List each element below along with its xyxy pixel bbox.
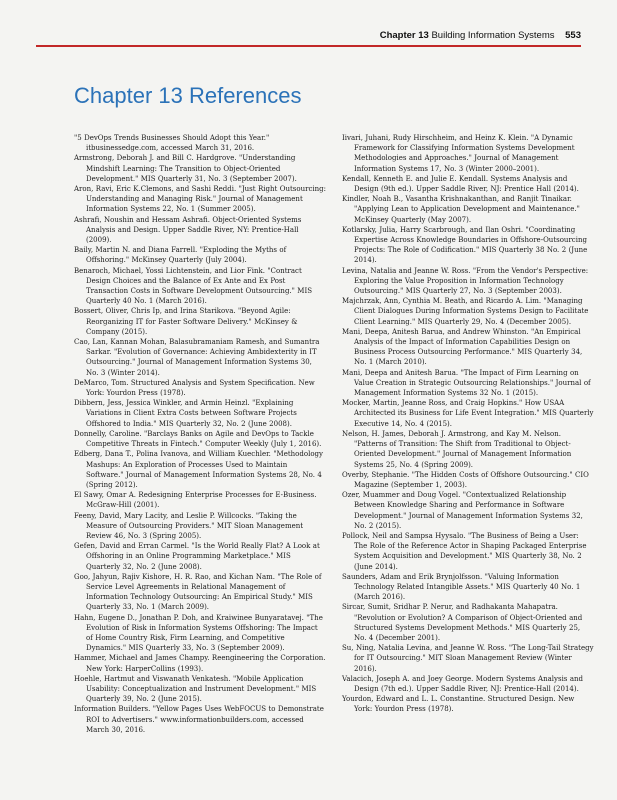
page-title: Chapter 13 References — [74, 83, 302, 108]
running-head-text — [380, 30, 581, 41]
reference-entry: Overby, Stephanie. "The Hidden Costs of Offshore Outsourcing." CIO Magazine (September 1, 2003). — [342, 470, 589, 489]
reference-entry: Aron, Ravi, Eric K.Clemons, and Sashi Reddi. "Just Right Outsourcing: Understanding and Managing Risk." Journal of Management Information Systems 22, No. 1 (Summer 2005). — [74, 185, 326, 214]
reference-entry: Yourdon, Edward and L. L. Constantine. Structured Design. New York: Yourdon Press (1978). — [342, 695, 575, 714]
reference-entry: Mani, Deepa and Anitesh Barua. "The Impact of Firm Learning on Value Creation in Strategic Outsourcing Relationships." Journal of Management Information Systems 32 No. 1 (2015). — [342, 368, 591, 398]
reference-entry: Mocker, Martin, Jeanne Ross, and Craig Hopkins." How USAA Architected its Business for Life Event Integration." MIS Quarterly Executive 14, No. 4 (2015). — [342, 399, 594, 428]
running-head-chapter: Chapter 13 — [379, 30, 429, 41]
reference-entry: Sircar, Sumit, Sridhar P. Nerur, and Radhakanta Mahapatra. "Revolution or Evolution? A Comparison of Object-Oriented and Structured Systems Development Methods." MIS Quarterly 25, No. 4 (December 2001). — [342, 603, 583, 642]
reference-entry: Ozer, Muammer and Doug Vogel. "Contextualized Relationship Between Knowledge Sharing and Performance in Software Development." Journal of Management Information Systems 32, No. 2 (2015). — [342, 491, 583, 530]
reference-entry: Pollock, Neil and Sampsa Hyysalo. "The Business of Being a User: The Role of the Reference Actor in Shaping Packaged Enterprise System Acquisition and Development." MIS Quarterly 38, No. 2 (June 2014). — [342, 531, 587, 571]
reference-entry: Majchrzak, Ann, Cynthia M. Beath, and Ricardo A. Lim. "Managing Client Dialogues During Information Systems Design to Facilitate Client Learning." MIS Quarterly 29, No. 4 (December 2005). — [342, 297, 589, 326]
reference-entry: Valacich, Joseph A. and Joey George. Modern Systems Analysis and Design (7th ed.). Upper Saddle River, NJ: Prentice-Hall (2014). — [342, 674, 583, 693]
page-number: 553 — [565, 30, 581, 41]
references-column-left — [74, 133, 326, 735]
reference-entry: Su, Ning, Natalia Levina, and Jeanne W. Ross. "The Long-Tail Strategy for IT Outsourcing." MIT Sloan Management Review (Winter 2016). — [342, 644, 594, 673]
reference-entry: Baily, Martin N. and Diana Farrell. "Exploding the Myths of Offshoring." McKinsey Quarterly (July 2004). — [74, 246, 287, 265]
reference-entry: Nelson, H. James, Deborah J. Armstrong, and Kay M. Nelson. "Patterns of Transition: The Shift from Traditional to Object-Oriented Development." Journal of Management Information Systems 25, No. 4 (Spring 2009). — [342, 429, 572, 469]
running-head — [0, 0, 617, 46]
reference-entry: Hoehle, Hartmut and Viswanath Venkatesh. "Mobile Application Usability: Conceptualization and Instrument Development." MIS Quarterly 39, No. 2 (June 2015). — [74, 674, 317, 704]
reference-entry: Armstrong, Deborah J. and Bill C. Hardgrove. "Understanding Mindshift Learning: The Transition to Object-Oriented Development." MIS Quarterly 31, No. 3 (September 2007). — [74, 154, 297, 183]
reference-entry: Donnelly, Caroline. "Barclays Banks on Agile and DevOps to Tackle Competitive Threats in Fintech." Computer Weekly (July 1, 2016). — [74, 429, 322, 449]
reference-entry: Gefen, David and Erran Carmel. "Is the World Really Flat? A Look at Offshoring in an Online Programming Marketplace." MIS Quarterly 32, No. 2 (June 2008). — [74, 542, 320, 571]
reference-entry: DeMarco, Tom. Structured Analysis and System Specification. New York: Yourdon Press (1978). — [74, 378, 315, 398]
reference-entry: Kendall, Kenneth E. and Julie E. Kendall. Systems Analysis and Design (9th ed.). Upper Saddle River, NJ: Prentice Hall (2014). — [342, 174, 579, 194]
reference-entry: Goo, Jahyun, Rajiv Kishore, H. R. Rao, and Kichan Nam. "The Role of Service Level Agreements in Relational Management of Information Technology Outsourcing: An Empirical Study." MIS Quarterly 33, No. 1 (March 2009). — [74, 572, 322, 612]
reference-entry: Benaroch, Michael, Yossi Lichtenstein, and Lior Fink. "Contract Design Choices and the Balance of Ex Ante and Ex Post Transaction Costs in Software Development Outsourcing." MIS Quarterly 40 No. 1 (March 2016). — [74, 266, 313, 306]
reference-entry: Dibbern, Jess, Jessica Winkler, and Armin Heinzl. "Explaining Variations in Client Extra Costs between Software Projects Offshored to India." MIS Quarterly 32, No. 2 (June 2008). — [74, 399, 297, 428]
reference-entry: Information Builders. "Yellow Pages Uses WebFOCUS to Demonstrate ROI to Advertisers." www.informationbuilders.com, accessed March 30, 2016. — [74, 705, 324, 734]
reference-entry: Hahn, Eugene D., Jonathan P. Doh, and Kraiwinee Bunyaratavej. "The Evolution of Risk in Information Systems Offshoring: The Impact of Home Country Risk, Firm Learning, and Competitive Dynamics." MIS Quarterly 33, No. 3 (September 2009). — [74, 613, 323, 653]
reference-entry: El Sawy, Omar A. Redesigning Enterprise Processes for E-Business. McGraw-Hill (2001). — [74, 491, 317, 510]
reference-entry: Iivari, Juhani, Rudy Hirschheim, and Heinz K. Klein. "A Dynamic Framework for Classifying Information Systems Development Methodologies and Approaches." Journal of Management Information Systems 17, No. 3 (Winter 2000–2001). — [342, 134, 575, 173]
reference-entry: Levina, Natalia and Jeanne W. Ross. "From the Vendor's Perspective: Exploring the Value Proposition in Information Technology Outsourcing." MIS Quarterly 27, No. 3 (September 2003). — [342, 266, 589, 296]
reference-entry: Saunders, Adam and Erik Brynjolfsson. "Valuing Information Technology Related Intangible Assets." MIS Quarterly 40 No. 1 (March 2016). — [342, 572, 581, 602]
references-column-right — [342, 133, 594, 715]
reference-entry: Bossert, Oliver, Chris Ip, and Irina Starikova. "Beyond Agile: Reorganizing IT for Faster Software Delivery." McKinsey & Company (2015). — [74, 307, 298, 336]
running-head-section: Building Information Systems — [431, 30, 555, 41]
reference-entry: Kotlarsky, Julia, Harry Scarbrough, and Ilan Oshri. "Coordinating Expertise Across Knowledge Boundaries in Offshore-Outsourcing Projects: The Role of Codification." MIS Quarterly 38 No. 2 (June 2014). — [342, 225, 588, 265]
reference-entry: Edberg, Dana T., Polina Ivanova, and William Kuechler. "Methodology Mashups: An Exploration of Processes Used to Maintain Software." Journal of Management Information Systems 28, No. 4 (Spring 2012). — [74, 450, 323, 489]
reference-entry: Cao, Lan, Kannan Mohan, Balasubramaniam Ramesh, and Sumantra Sarkar. "Evolution of Governance: Achieving Ambidexterity in IT Outsourcing." Journal of Management Information Systems 30, No. 3 (Winter 2014). — [74, 338, 320, 377]
reference-entry: "5 DevOps Trends Businesses Should Adopt this Year." itbusinessedge.com, accessed March 31, 2016. — [74, 134, 270, 153]
reference-entry: Kindler, Noah B., Vasantha Krishnakanthan, and Ranjit Tinaikar. "Applying Lean to Application Development and Maintenance." McKinsey Quarterly (May 2007). — [342, 195, 580, 224]
reference-entry: Ashrafi, Noushin and Hessam Ashrafi. Object-Oriented Systems Analysis and Design. Upper Saddle River, NY: Prentice-Hall (2009). — [74, 215, 302, 245]
reference-entry: Mani, Deepa, Anitesh Barua, and Andrew Whinston. "An Empirical Analysis of the Impact of Information Capabilities Design on Business Process Outsourcing Performance." MIS Quarterly 34, No. 1 (March 2010). — [342, 327, 583, 367]
reference-entry: Feeny, David, Mary Lacity, and Leslie P. Willcocks. "Taking the Measure of Outsourcing Providers." MIT Sloan Management Review 46, No. 3 (Spring 2005). — [74, 511, 304, 540]
reference-entry: Hammer, Michael and James Champy. Reengineering the Corporation. New York: HarperCollins (1993). — [74, 654, 326, 673]
header-rule — [36, 45, 581, 47]
